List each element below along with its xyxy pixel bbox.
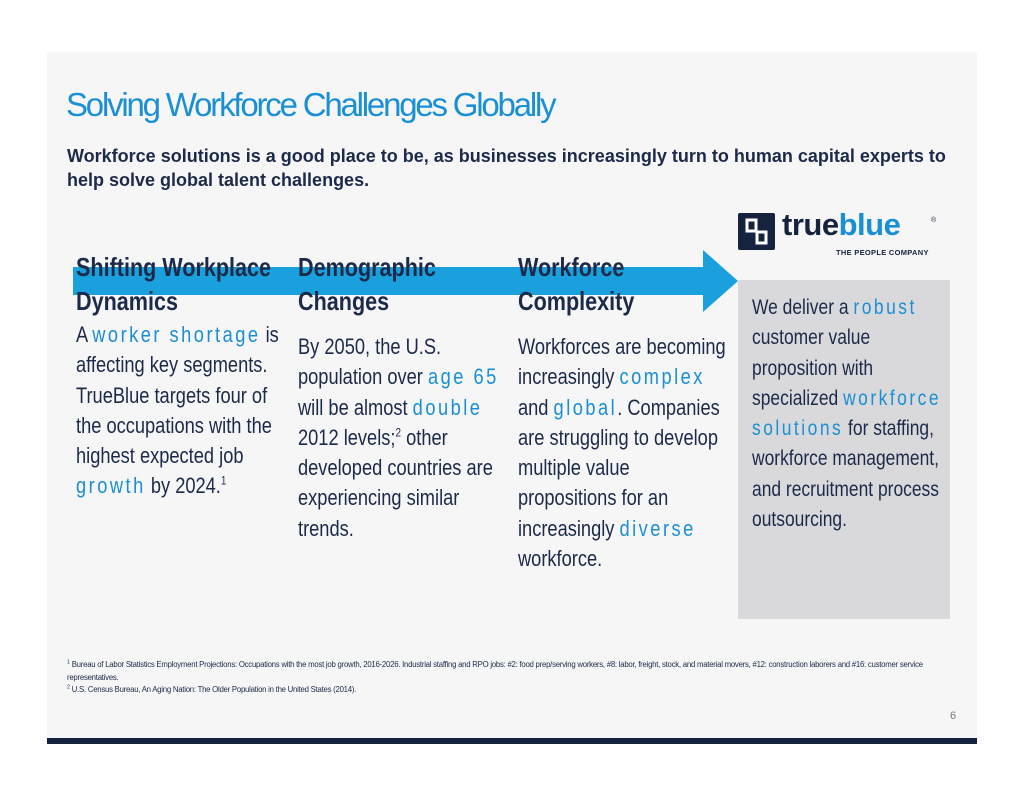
text-run: We deliver a [752, 296, 854, 319]
column-shifting-workplace [76, 250, 291, 502]
page-subtitle: Workforce solutions is a good place to be, as businesses increasingly turn to human capital experts to help solve global talent challenges. [67, 146, 946, 190]
value-proposition-text [752, 293, 944, 535]
highlight-term: complex [619, 364, 705, 390]
column-body [518, 332, 733, 574]
column-heading: Shifting Workplace Dynamics [76, 252, 272, 316]
highlight-term: worker shortage [92, 322, 261, 347]
text-run: for staffing, workforce management, and recruitment process outsourcing. [752, 417, 939, 532]
column-body [298, 332, 503, 544]
text-run: and [518, 394, 554, 420]
text-run: workforce. [518, 546, 603, 572]
text-run: by 2024. [145, 473, 221, 499]
highlight-term: global [553, 394, 618, 420]
trueblue-logo-registered: ® [931, 217, 937, 224]
text-run: By 2050, the U.S. population over [298, 334, 442, 390]
column-workforce-complexity [518, 250, 733, 574]
text-run: . Companies are struggling to develop multiple value propositions for an increasingly [518, 394, 720, 541]
column-heading: Demographic Changes [298, 252, 436, 316]
bottom-bar [47, 738, 977, 744]
page-title: Solving Workforce Challenges Globally [66, 86, 555, 123]
text-run: 2012 levels; [298, 424, 396, 450]
highlight-term: diverse [619, 515, 696, 541]
footnote-1: $^1$ Bureau of Labor Statistics Employment Projections: Occupations with the most job growth, 2016-2026. Industrial staffing and RPO jobs: #2: food prep/serving workers, #8: labor, freight, stock, and material movers, #12: construction laborers and #16: customer service representatives. [67, 659, 923, 682]
trueblue-logo [738, 207, 938, 263]
text-run: customer value proposition with specialized [752, 326, 874, 410]
trueblue-logo-mark-icon [738, 213, 775, 250]
column-body [76, 320, 291, 502]
page-number: 6 [950, 710, 957, 722]
footnote-marker: 1 [220, 474, 227, 489]
text-run: will be almost [298, 394, 413, 420]
text-run: is affecting key segments. TrueBlue targets four of the occupations with the highest expected job [76, 322, 279, 469]
text-run: A [76, 322, 93, 347]
column-heading: Workforce Complexity [518, 252, 635, 316]
footnote-2: $^2$ U.S. Census Bureau, An Aging Nation: The Older Population in the United States (2014). [67, 684, 357, 694]
highlight-term: growth [76, 473, 146, 499]
column-demographic-changes [298, 250, 503, 544]
highlight-term: workforce solutions [752, 386, 942, 441]
footnote-marker: 2 [395, 425, 402, 440]
footnotes [67, 659, 947, 697]
highlight-term: double [412, 394, 483, 420]
trueblue-logo-tagline: THE PEOPLE COMPANY [836, 248, 929, 257]
text-run: Workforces are becoming increasingly [518, 334, 726, 390]
highlight-term: robust [853, 296, 917, 319]
text-run: other developed countries are experiencing similar trends. [298, 424, 493, 541]
trueblue-logo-wordmark: trueblue [782, 207, 901, 242]
highlight-term: age 65 [427, 364, 499, 390]
